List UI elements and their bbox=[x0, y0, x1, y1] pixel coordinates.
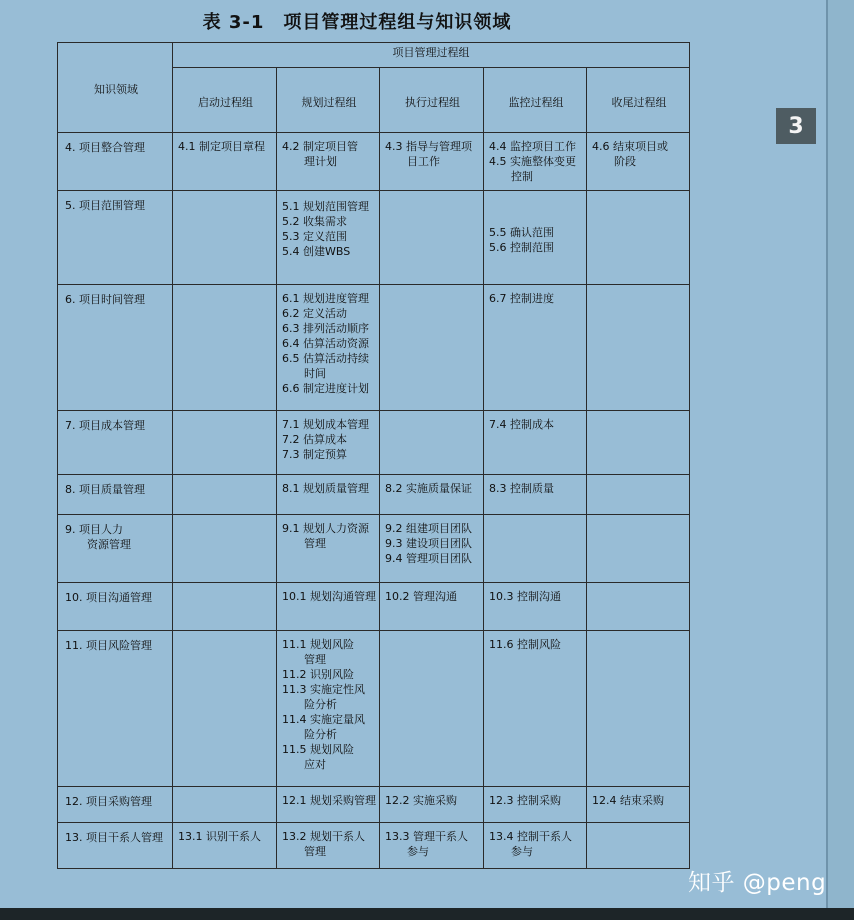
process-cell bbox=[380, 285, 484, 411]
process-line: 4.2 制定项目管 bbox=[282, 140, 358, 153]
knowledge-area-cell bbox=[58, 583, 173, 631]
process-line: 10.3 控制沟通 bbox=[489, 590, 561, 603]
knowledge-area-label: 10. 项目沟通管理 bbox=[65, 591, 152, 604]
knowledge-area-cell bbox=[58, 411, 173, 475]
process-cell bbox=[484, 411, 587, 475]
process-line: 11.4 实施定量风 bbox=[282, 713, 365, 726]
process-line: 13.1 识别干系人 bbox=[178, 830, 261, 843]
process-cell bbox=[380, 631, 484, 787]
process-cell bbox=[173, 411, 277, 475]
process-line: 8.2 实施质量保证 bbox=[385, 482, 472, 495]
process-cell bbox=[277, 475, 380, 515]
process-cell bbox=[277, 191, 380, 285]
process-line: 5.4 创建WBS bbox=[282, 245, 351, 258]
process-line: 12.4 结束采购 bbox=[592, 794, 664, 807]
process-line: 6.4 估算活动资源 bbox=[282, 337, 369, 350]
process-line: 管理 bbox=[304, 537, 326, 550]
process-line: 13.4 控制干系人 bbox=[489, 830, 572, 843]
process-cell bbox=[484, 631, 587, 787]
process-cell bbox=[277, 823, 380, 869]
process-cell bbox=[380, 133, 484, 191]
process-line: 4.3 指导与管理项 bbox=[385, 140, 472, 153]
knowledge-area-label: 7. 项目成本管理 bbox=[65, 419, 145, 432]
process-cell bbox=[277, 411, 380, 475]
process-cell bbox=[173, 631, 277, 787]
process-line: 理计划 bbox=[304, 155, 337, 168]
process-line: 11.5 规划风险 bbox=[282, 743, 354, 756]
process-cell bbox=[484, 475, 587, 515]
process-line: 13.2 规划干系人 bbox=[282, 830, 365, 843]
process-line: 6.5 估算活动持续 bbox=[282, 352, 369, 365]
bottom-bar bbox=[0, 908, 854, 920]
process-groups-header: 项目管理过程组 bbox=[173, 43, 690, 68]
process-line: 11.2 识别风险 bbox=[282, 668, 354, 681]
process-cell bbox=[277, 285, 380, 411]
column-header-executing: 执行过程组 bbox=[380, 68, 484, 133]
process-line: 11.6 控制风险 bbox=[489, 638, 561, 651]
process-cell bbox=[484, 191, 587, 285]
table-row bbox=[58, 285, 690, 411]
process-line: 目工作 bbox=[407, 155, 440, 168]
process-cell bbox=[587, 285, 690, 411]
table-row bbox=[58, 515, 690, 583]
process-line: 7.2 估算成本 bbox=[282, 433, 347, 446]
table-row bbox=[58, 631, 690, 787]
process-cell bbox=[484, 583, 587, 631]
process-cell bbox=[587, 631, 690, 787]
process-line: 7.1 规划成本管理 bbox=[282, 418, 369, 431]
column-header-initiating: 启动过程组 bbox=[173, 68, 277, 133]
process-line: 5.3 定义范围 bbox=[282, 230, 347, 243]
process-cell bbox=[277, 583, 380, 631]
process-line: 13.3 管理干系人 bbox=[385, 830, 468, 843]
process-cell bbox=[587, 411, 690, 475]
process-cell bbox=[484, 823, 587, 869]
process-line: 4.4 监控项目工作 bbox=[489, 140, 576, 153]
process-cell bbox=[380, 191, 484, 285]
knowledge-area-cell bbox=[58, 787, 173, 823]
process-cell bbox=[380, 787, 484, 823]
process-cell bbox=[587, 787, 690, 823]
process-line: 应对 bbox=[304, 758, 326, 771]
process-line: 9.4 管理项目团队 bbox=[385, 552, 472, 565]
process-line: 4.5 实施整体变更 bbox=[489, 155, 576, 168]
process-line: 12.2 实施采购 bbox=[385, 794, 457, 807]
table-row bbox=[58, 475, 690, 515]
process-cell bbox=[173, 285, 277, 411]
process-cell bbox=[587, 475, 690, 515]
process-cell bbox=[173, 515, 277, 583]
process-line: 4.6 结束项目或 bbox=[592, 140, 668, 153]
process-cell bbox=[484, 133, 587, 191]
chapter-tab: 3 bbox=[776, 108, 816, 144]
process-cell bbox=[173, 787, 277, 823]
process-line: 12.1 规划采购管理 bbox=[282, 794, 376, 807]
process-line: 9.1 规划人力资源 bbox=[282, 522, 369, 535]
process-cell bbox=[380, 515, 484, 583]
knowledge-area-cell bbox=[58, 475, 173, 515]
process-line: 9.2 组建项目团队 bbox=[385, 522, 472, 535]
process-line: 6.2 定义活动 bbox=[282, 307, 347, 320]
process-line: 11.3 实施定性风 bbox=[282, 683, 365, 696]
knowledge-area-label: 8. 项目质量管理 bbox=[65, 483, 145, 496]
process-line: 管理 bbox=[304, 845, 326, 858]
process-line: 5.5 确认范围 bbox=[489, 225, 554, 239]
process-cell bbox=[380, 583, 484, 631]
knowledge-area-label: 13. 项目干系人管理 bbox=[65, 831, 163, 844]
knowledge-area-label: 4. 项目整合管理 bbox=[65, 141, 145, 154]
process-cell bbox=[587, 823, 690, 869]
process-line: 6.7 控制进度 bbox=[489, 292, 554, 305]
knowledge-area-label: 5. 项目范围管理 bbox=[65, 199, 145, 212]
process-cell bbox=[380, 475, 484, 515]
knowledge-area-cell bbox=[58, 631, 173, 787]
knowledge-area-cell bbox=[58, 191, 173, 285]
column-header-monitoring: 监控过程组 bbox=[484, 68, 587, 133]
knowledge-area-cell bbox=[58, 515, 173, 583]
process-cell bbox=[484, 515, 587, 583]
table-body bbox=[58, 133, 690, 869]
knowledge-area-line: 9. 项目人力 bbox=[65, 523, 123, 536]
process-cell bbox=[277, 631, 380, 787]
process-cell bbox=[587, 191, 690, 285]
process-cell bbox=[484, 787, 587, 823]
process-cell bbox=[484, 285, 587, 411]
table-row bbox=[58, 787, 690, 823]
knowledge-area-cell bbox=[58, 823, 173, 869]
process-cell bbox=[587, 133, 690, 191]
knowledge-area-label: 11. 项目风险管理 bbox=[65, 639, 152, 652]
process-line: 9.3 建设项目团队 bbox=[385, 537, 472, 550]
table-row bbox=[58, 133, 690, 191]
process-line: 8.1 规划质量管理 bbox=[282, 482, 369, 495]
process-line: 阶段 bbox=[614, 155, 636, 168]
process-line: 5.6 控制范围 bbox=[489, 240, 554, 254]
knowledge-area-cell bbox=[58, 133, 173, 191]
process-cell bbox=[587, 583, 690, 631]
knowledge-area-label: 6. 项目时间管理 bbox=[65, 293, 145, 306]
process-cell bbox=[277, 787, 380, 823]
process-line: 7.3 制定预算 bbox=[282, 448, 347, 461]
process-line: 控制 bbox=[511, 170, 533, 183]
process-line: 10.1 规划沟通管理 bbox=[282, 590, 376, 603]
column-header-closing: 收尾过程组 bbox=[587, 68, 690, 133]
process-line: 6.3 排列活动顺序 bbox=[282, 322, 369, 335]
process-line: 11.1 规划风险 bbox=[282, 638, 354, 651]
process-groups-table bbox=[57, 42, 690, 869]
process-line: 6.6 制定进度计划 bbox=[282, 382, 369, 395]
process-line: 8.3 控制质量 bbox=[489, 482, 554, 495]
process-line: 10.2 管理沟通 bbox=[385, 590, 457, 603]
table-row bbox=[58, 823, 690, 869]
table-row bbox=[58, 583, 690, 631]
process-line: 险分析 bbox=[304, 728, 337, 741]
process-cell bbox=[380, 823, 484, 869]
process-cell bbox=[277, 133, 380, 191]
process-cell bbox=[173, 583, 277, 631]
process-line: 参与 bbox=[511, 845, 533, 858]
table-title: 表 3-1 项目管理过程组与知识领域 bbox=[202, 12, 512, 33]
process-line: 6.1 规划进度管理 bbox=[282, 292, 369, 305]
table-row bbox=[58, 191, 690, 285]
process-cell bbox=[587, 515, 690, 583]
knowledge-area-line: 资源管理 bbox=[87, 538, 131, 551]
process-cell bbox=[173, 475, 277, 515]
process-line: 管理 bbox=[304, 653, 326, 666]
knowledge-area-cell bbox=[58, 285, 173, 411]
process-cell bbox=[277, 515, 380, 583]
process-line: 12.3 控制采购 bbox=[489, 794, 561, 807]
process-cell bbox=[173, 823, 277, 869]
process-line: 7.4 控制成本 bbox=[489, 418, 554, 431]
process-line: 参与 bbox=[407, 845, 429, 858]
process-line: 4.1 制定项目章程 bbox=[178, 140, 265, 153]
process-line: 险分析 bbox=[304, 698, 337, 711]
process-cell bbox=[380, 411, 484, 475]
process-line: 5.2 收集需求 bbox=[282, 215, 347, 228]
page-right-edge bbox=[826, 0, 854, 910]
process-cell bbox=[173, 191, 277, 285]
process-line: 5.1 规划范围管理 bbox=[282, 200, 369, 213]
knowledge-area-header: 知识领域 bbox=[58, 43, 173, 133]
process-line: 时间 bbox=[304, 367, 326, 380]
table-row bbox=[58, 411, 690, 475]
knowledge-area-label: 12. 项目采购管理 bbox=[65, 795, 152, 808]
column-header-planning: 规划过程组 bbox=[277, 68, 380, 133]
watermark: 知乎 @peng bbox=[688, 870, 827, 896]
process-cell bbox=[173, 133, 277, 191]
